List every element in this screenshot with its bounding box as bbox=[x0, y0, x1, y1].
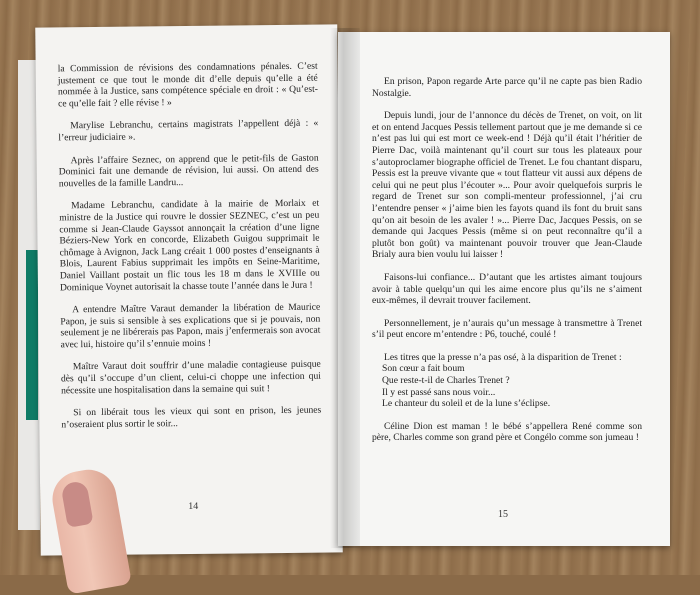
stanza-line: Le chanteur du soleil et de la lune s’éclipse. bbox=[382, 398, 551, 410]
left-paragraph: Maître Varaut doit souffrir d’une maladie contagieuse puisque dès qu’il s’occupe d’un client, celui-ci choppe une infection qui nécessite une hospitalisation dans la semaine qui suit ! bbox=[60, 359, 321, 397]
right-paragraph: Personnellement, je n’aurais qu’un message à transmettre à Trenet s’il peut encore m’entendre : P6, touché, coulé ! bbox=[372, 317, 642, 341]
left-paragraph: la Commission de révisions des condamnations pénales. C’est justement ce que tout le monde dit d’elle depuis qu’elle a été nommée à la Justice, sans compétence spéciale en droit : « Qu’est-ce qu’elle fait ? elle révise ! » bbox=[57, 60, 318, 110]
left-paragraph: Si on libérait tous les vieux qui sont en prison, les jeunes n’oseraient plus sortir le soir... bbox=[61, 404, 322, 431]
right-paragraph: Céline Dion est maman ! le bébé s’appellera René comme son père, Charles comme son grand père et Congélo comme son jumeau ! bbox=[372, 420, 642, 444]
left-paragraph: Marylise Lebranchu, certains magistrats l’appellent déjà : « l’erreur judiciaire ». bbox=[58, 118, 319, 144]
left-page-text bbox=[58, 61, 322, 442]
left-paragraph: A entendre Maître Varaut demander la libération de Maurice Papon, je suis si sensible à ses explications que si je pouvais, non seulement je ne libérerais pas Papon, mais j’enfermerais son avocat avec lui, histoire qu’il s’ennuie moins ! bbox=[60, 301, 321, 351]
left-paragraph: Madame Lebranchu, candidate à la mairie de Morlaix et ministre de la Justice qui rouvre le dossier SEZNEC, c’est un peu comme si Jean-Claude Gayssot annonçait la création d’une ligne Béziers-New York en concorde, Elizabeth Guigou supprimait le chômage à Avignon, Jack Lang créait 1 000 postes d’enseignants à Blois, Laurent Fabius supprimait les impôts en Seine-Maritime, Daniel Vaillant postait un flic tous les 18 m dans le XVIIIe ou Dominique Voynet autorisait la chasse toute l’année dans le Jura ! bbox=[59, 197, 320, 293]
right-page-number: 15 bbox=[498, 509, 508, 520]
book-spine-shadow bbox=[330, 28, 360, 548]
right-page-text bbox=[372, 76, 642, 455]
book-cover-green-stripe bbox=[26, 250, 38, 420]
stanza-line: Il y est passé sans nous voir... bbox=[382, 386, 496, 398]
right-paragraph: Depuis lundi, jour de l’annonce du décès de Trenet, on voit, on lit et on entend Jacques Pessis tellement partout que je me demande si ce n’est pas lui qui est mort ce week-end ! Déjà qu’il était l’héritier de Pierre Dac, voilà maintenant qu’il court sur tous les plateaux pour s’autoproclamer biographe officiel de Trenet. Le fou chantant disparu, Pessis est la preuve vivante que « tout flatteur vit aussi aux dépens de celui qui ne peut plus l’écouter »... Pour avoir quelquefois surpris le regard de Trenet sur son compli-menteur professionnel, j’ai cru l’entendre penser « j’aime bien les fayots quand ils font du bruit sans qu’on ait besoin de les avaler ! »... Pierre Dac, Jacques Pessis, on se demande qui Jacques Pessis (même si on peut reconnaître qu’il a plutôt bon goût) va maintenant pouvoir trouver que Jean-Claude Brialy aura bien voulu lui laisser ! bbox=[372, 110, 642, 261]
stanza-intro: Les titres que la presse n’a pas osé, à la disparition de Trenet : bbox=[384, 351, 622, 363]
stanza-line: Son cœur a fait boum bbox=[382, 363, 465, 375]
right-paragraph: En prison, Papon regarde Arte parce qu’il ne capte pas bien Radio Nostalgie. bbox=[372, 76, 642, 99]
trenet-headlines bbox=[372, 352, 642, 410]
right-paragraph: Faisons-lui confiance... D’autant que les artistes aimant toujours avoir à table quelqu’un qui les aime encore plus qu’ils ne s’aiment eux-mêmes, il devrait trouver facilement. bbox=[372, 271, 642, 307]
stanza-line: Que reste-t-il de Charles Trenet ? bbox=[382, 375, 510, 387]
left-page-number: 14 bbox=[188, 500, 199, 513]
left-paragraph: Après l’affaire Seznec, on apprend que le petit-fils de Gaston Dominici fait une demande de révision, lui aussi. On attend des nouvelles de la famille Landru... bbox=[58, 152, 319, 190]
right-page bbox=[338, 32, 670, 546]
